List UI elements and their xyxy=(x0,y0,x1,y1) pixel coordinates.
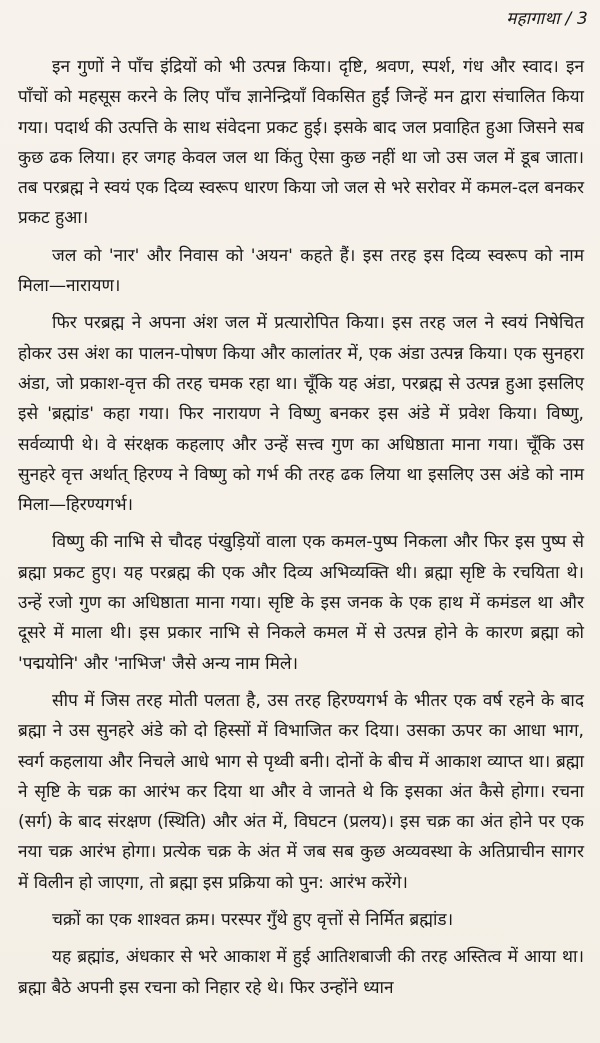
running-title: महागाथा / 3 xyxy=(506,9,588,29)
paragraph: यह ब्रह्मांड, अंधकार से भरे आकाश में हुई आतिशबाजी की तरह अस्तित्व में आया था। ब्रह्मा बैठे अपनी इस रचना को निहार रहे थे। फिर उन्होंने ध्यान xyxy=(18,947,584,998)
body-text xyxy=(18,52,584,1010)
paragraph: जल को 'नार' और निवास को 'अयन' कहते हैं। इस तरह इस दिव्य स्वरूप को नाम मिला—नारायण। xyxy=(18,245,584,297)
paragraph: इन गुणों ने पाँच इंद्रियों को भी उत्पन्न किया। दृष्टि, श्रवण, स्पर्श, गंध और स्वाद। इन पाँचों को महसूस करने के लिए पाँच ज्ञानेन्द्रियाँ विकसित हुईं जिन्हें मन द्वारा संचालित किया गया। पदार्थ की उत्पत्ति के साथ संवेदना प्रकट हुई। इसके बाद जल प्रवाहित हुआ जिसने सब कुछ ढक लिया। हर जगह केवल जल था किंतु ऐसा कुछ नहीं था जो उस जल में डूब जाता। तब परब्रह्म ने स्वयं एक दिव्य स्वरूप धारण किया जो जल से भरे सरोवर में कमल-दल बनकर प्रकट हुआ। xyxy=(18,57,584,229)
paragraph: सीप में जिस तरह मोती पलता है, उस तरह हिरण्यगर्भ के भीतर एक वर्ष रहने के बाद ब्रह्मा ने उस सुनहरे अंडे को दो हिस्सों में विभाजित कर दिया। उसका ऊपर का आधा भाग, स्वर्ग कहलाया और निचले आधे भाग से पृथ्वी बनी। दोनों के बीच में आकाश व्याप्त था। ब्रह्मा ने सृष्टि के चक्र का आरंभ कर दिया था और वे जानते थे कि इसका अंत कैसे होगा। रचना (सर्ग) के बाद संरक्षण (स्थिति) और अंत में, विघटन (प्रलय)। इस चक्र का अंत होने पर एक नया चक्र आरंभ होगा। प्रत्येक चक्र के अंत में जब सब कुछ अव्यवस्था के अतिप्राचीन सागर में विलीन हो जाएगा, तो ब्रह्मा इस प्रक्रिया को पुन: आरंभ करेंगे। xyxy=(18,690,584,893)
paragraph: विष्णु की नाभि से चौदह पंखुड़ियों वाला एक कमल-पुष्प निकला और फिर इस पुष्प से ब्रह्मा प्रकट हुए। यह परब्रह्म की एक और दिव्य अभिव्यक्ति थी। ब्रह्मा सृष्टि के रचयिता थे। उन्हें रजो गुण का अधिष्ठाता माना गया। सृष्टि के इस जनक के एक हाथ में कमंडल था और दूसरे में माला थी। इस प्रकार नाभि से निकले कमल में से उत्पन्न होने के कारण ब्रह्मा को 'पद्मयोनि' और 'नाभिज' जैसे अन्य नाम मिले। xyxy=(18,532,584,674)
paragraph: फिर परब्रह्म ने अपना अंश जल में प्रत्यारोपित किया। इस तरह जल ने स्वयं निषेचित होकर उस अंश का पालन-पोषण किया और कालांतर में, एक अंडा उत्पन्न किया। एक सुनहरा अंडा, जो प्रकाश-वृत्त की तरह चमक रहा था। चूँकि यह अंडा, परब्रह्म से उत्पन्न हुआ इसलिए इसे 'ब्रह्मांड' कहा गया। फिर नारायण ने विष्णु बनकर इस अंडे में प्रवेश किया। विष्णु, सर्वव्यापी थे। वे संरक्षक कहलाए और उन्हें सत्त्व गुण का अधिष्ठाता माना गया। चूँकि उस सुनहरे वृत्त अर्थात् हिरण्य ने विष्णु को गर्भ की तरह ढक लिया था इसलिए उस अंडे को नाम मिला—हिरण्यगर्भ। xyxy=(18,313,584,516)
paragraph: चक्रों का एक शाश्वत क्रम। परस्पर गुँथे हुए वृत्तों से निर्मित ब्रह्मांड। xyxy=(52,910,454,931)
